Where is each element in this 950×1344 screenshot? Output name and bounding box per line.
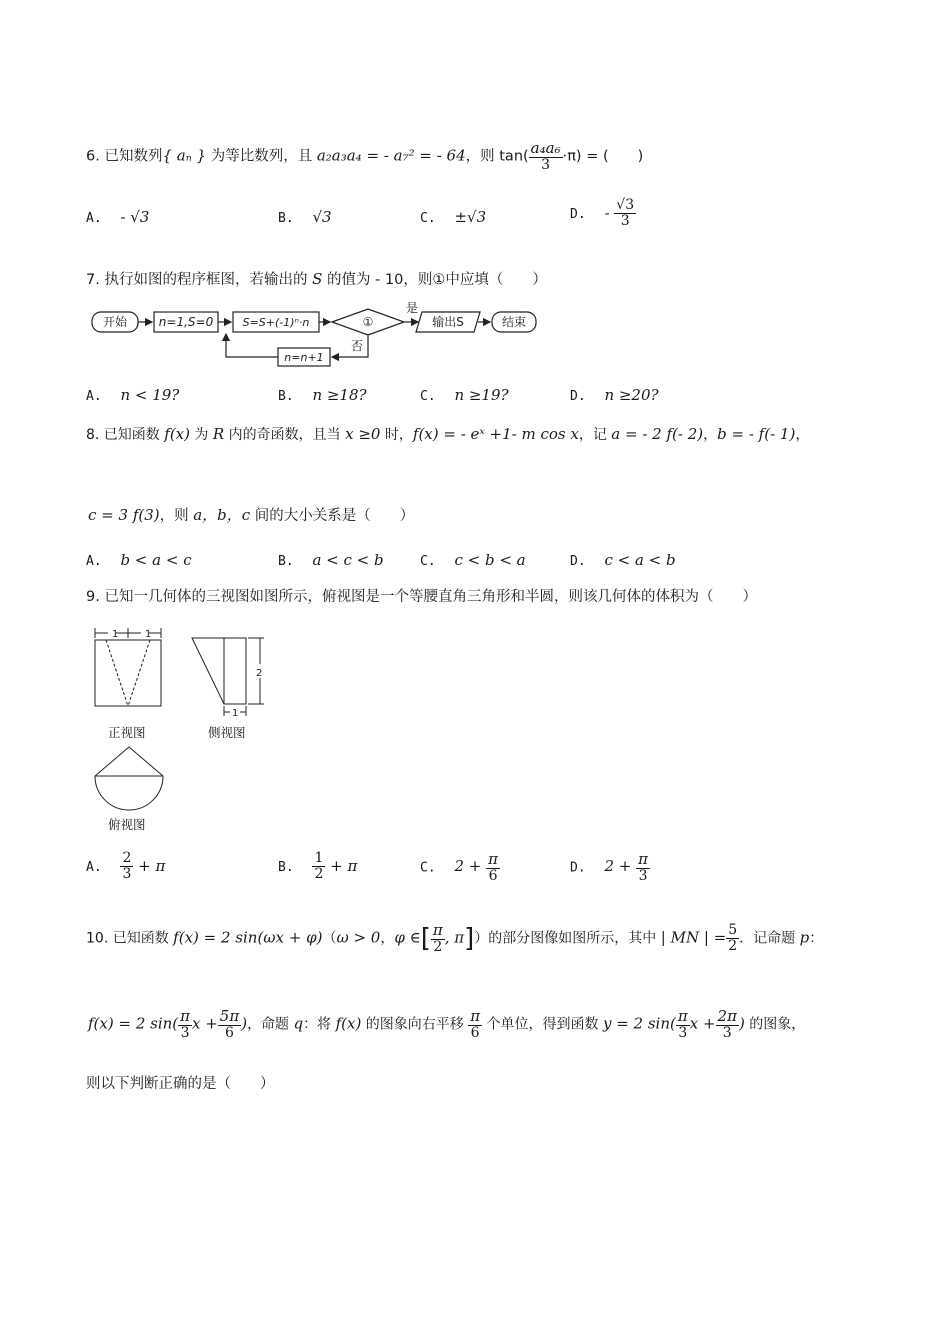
q8-option-d[interactable] [570,551,676,569]
q6-frac-num: a₄a₆ [530,139,561,157]
q10-shift-den: 6 [470,1024,480,1041]
q7-flowchart [88,300,548,372]
q10-text-f: ：将 [303,1016,336,1033]
q10-y-frac2 [716,1008,739,1041]
q6-then: ，则 tan( [465,148,529,165]
q10-text-a: 10. 已知函数 [86,930,174,947]
q10-text-g: 的图象向右平移 [361,1016,469,1033]
option-num: π [638,850,648,868]
option-num: √3 [616,197,635,213]
q7-text-b: 的值为 - 10，则①中应填（ ） [322,272,547,288]
q8-text-c: 内的奇函数，且当 [224,427,346,443]
q10-y-d1: 3 [678,1024,688,1041]
option-den: 3 [620,213,630,230]
flow-cond-label: ① [362,315,374,329]
q6-option-c[interactable] [420,208,486,226]
q8-text-f: ，则 [159,508,194,524]
option-letter: C. [420,389,436,404]
q10-l2-x: x + [192,1014,218,1033]
q8-r: R [212,425,225,443]
option-letter: D. [570,206,586,222]
option-letter: A. [86,859,102,875]
flow-start-label: 开始 [102,315,128,329]
q10-l2-n2: 5π [219,1007,240,1025]
q7-text-a: 7. 执行如图的程序框图，若输出的 [86,272,313,288]
option-letter: D. [570,389,586,404]
q6-stem [86,140,643,173]
q8-vars: a，b，c [193,506,251,524]
option-letter: C. [420,211,436,226]
option-fraction [486,851,500,884]
q10-y-def: y = 2 sin( [602,1014,676,1033]
q10-mn: | MN | = [660,928,727,947]
q8-a-def: a = - 2 f(- 2) [611,425,704,443]
q6-condition: a₂a₃a₄ = - a₇² = - 64 [316,146,466,165]
option-num: 2 [122,850,132,866]
flow-end-label: 结束 [501,315,527,329]
q8-text-a: 8. 已知函数 [86,427,165,443]
option-value: n ≥18? [312,386,367,404]
q8-text-g: 间的大小关系是（ ） [250,508,415,524]
q6-option-b[interactable] [278,208,332,226]
q10-text-b: （ [322,930,337,947]
q10-l2-fx: f(x) = 2 sin( [88,1014,179,1033]
q10-bracket-left: [ [420,923,431,954]
q10-text-e: ，命题 [247,1016,294,1033]
q8-option-c[interactable] [420,551,526,569]
q8-option-a[interactable] [86,551,192,569]
option-letter: D. [570,554,586,569]
option-den: 6 [488,867,498,884]
q10-interval-tail: , π [444,928,465,947]
option-letter: A. [86,389,102,404]
option-den: 3 [122,866,132,883]
option-value: n ≥20? [604,386,659,404]
q8-cond: x ≥0 [345,425,381,443]
q10-stem-line1 [86,922,823,955]
q7-option-d[interactable] [570,386,659,404]
option-fraction [636,851,650,884]
flow-init-label: n=1,S=0 [158,315,214,329]
q10-l2-frac2 [218,1008,241,1041]
q8-stem-line1 [86,424,809,444]
option-letter: C. [420,860,436,876]
q7-stem [86,268,547,289]
option-value: - √3 [120,208,150,226]
q9-side-view [190,636,270,720]
q10-stem-line2 [88,1008,805,1041]
option-prefix: 2 + [454,857,482,876]
q10-y-n2: 2π [717,1007,737,1025]
q9-option-b[interactable] [278,851,357,883]
q10-comma: ， [380,930,395,947]
q6-after: ·π) = ( ) [562,148,644,165]
q10-interval-num: π [432,921,443,939]
q6-prefix: 6. 已知数列 [86,148,163,165]
q8-stem-line2 [88,504,414,525]
q6-seq: { aₙ } [162,146,207,165]
q10-fx: f(x) [335,1014,362,1033]
option-prefix: - [604,203,610,222]
q10-y-d2: 3 [722,1024,732,1041]
q6-frac-den: 3 [541,156,551,173]
side-view-caption: 侧视图 [208,725,246,740]
q10-l2-d2: 6 [225,1024,234,1041]
q10-mn-num: 5 [728,921,738,938]
q9-front-view [92,624,166,710]
q9-option-a[interactable] [86,851,165,883]
front-dim-left: 1 [112,629,119,640]
q7-option-c[interactable] [420,386,509,404]
side-dim-width: 1 [232,708,239,719]
q10-colon: ： [809,930,824,947]
option-value: c < a < b [604,551,676,569]
q7-option-b[interactable] [278,386,367,404]
option-value: c < b < a [454,551,526,569]
flow-incr-label: n=n+1 [284,351,324,364]
q10-y-x: x + [689,1014,716,1033]
q10-text-d: ．记命题 [739,930,800,947]
q10-y-n1: π [677,1007,688,1025]
q10-bracket-right: ] [464,923,475,954]
option-suffix: + π [138,856,166,875]
q10-l2-n1: π [180,1007,190,1025]
q8-fx: f(x) [164,425,190,443]
option-letter: B. [278,554,294,569]
q10-mn-den: 2 [728,937,738,954]
q10-p: p [799,928,810,947]
q9-stem: 9. 已知一几何体的三视图如图所示，俯视图是一个等腰直角三角形和半圆，则该几何体的体积为（ ） [86,589,757,605]
q10-interval-den: 2 [433,938,443,955]
option-letter: B. [278,859,294,875]
q8-c-def: c = 3 f(3) [88,506,160,524]
q6-option-d[interactable] [570,198,636,230]
front-view-caption: 正视图 [108,725,146,740]
q6-option-a[interactable] [86,208,149,226]
q7-option-a[interactable] [86,386,179,404]
q8-text-b: 为 [189,427,213,443]
q10-q: q [293,1014,304,1033]
option-value: a < c < b [312,551,384,569]
option-prefix: 2 + [604,857,632,876]
q10-shift-num: π [470,1007,481,1025]
q9-option-c[interactable] [420,851,500,884]
option-letter: D. [570,860,586,876]
option-den: 3 [638,867,648,884]
option-num: π [488,850,498,868]
option-letter: A. [86,211,102,226]
q10-text-c: ）的部分图像如图所示，其中 [474,930,661,947]
q10-l2-frac1 [178,1008,192,1041]
flow-update-label: S=S+(-1)ⁿ·n [242,316,310,329]
q8-def: f(x) = - eˣ +1- m cos x [412,425,579,443]
side-dim-height: 2 [256,668,263,679]
option-value: n ≥19? [454,386,509,404]
q10-fdef: f(x) = 2 sin(ωx + φ) [173,928,323,947]
q10-y-frac1 [676,1008,690,1041]
option-letter: B. [278,211,294,226]
q9-top-view [92,744,166,814]
q6-fraction [529,140,563,173]
option-fraction [120,851,133,883]
flow-output-label: 输出S [432,315,464,329]
q10-l2-close: ) [241,1014,248,1033]
option-value: b < a < c [120,551,192,569]
option-den: 2 [314,866,324,883]
q8-text-d: 时， [380,427,413,443]
option-num: 1 [314,850,324,866]
q8-text-e: ，记 [578,427,612,443]
option-value: ±√3 [454,208,487,226]
q10-interval-frac [431,922,445,955]
q10-y-close: ) [738,1014,745,1033]
option-letter: B. [278,389,294,404]
q9-option-d[interactable] [570,851,650,884]
q10-l2-d1: 3 [180,1024,190,1041]
q10-stem-line3: 则以下判断正确的是（ ） [86,1076,275,1092]
option-letter: A. [86,554,102,569]
top-view-caption: 俯视图 [108,817,146,832]
q10-text-h: 个单位，得到函数 [482,1016,603,1033]
flow-no-label: 否 [351,339,364,353]
q10-phi: φ ∈ [394,928,421,947]
option-fraction [614,198,636,230]
q10-shift-frac [468,1008,482,1041]
q10-text-i: 的图象， [744,1016,806,1033]
option-letter: C. [420,554,436,569]
q8-option-b[interactable] [278,551,384,569]
q10-omega: ω > 0 [336,928,381,947]
option-fraction [312,851,325,883]
q6-mid: 为等比数列，且 [206,148,317,165]
q7-s: S [312,270,323,288]
front-dim-right: 1 [145,629,152,640]
q8-comma2: ， [795,427,810,443]
option-value: √3 [312,208,332,226]
q8-comma: ， [703,427,718,443]
q10-mn-frac [726,923,739,955]
option-value: n < 19? [120,386,180,404]
flow-yes-label: 是 [406,301,419,315]
q8-b-def: b = - f(- 1) [717,425,796,443]
option-suffix: + π [330,856,358,875]
